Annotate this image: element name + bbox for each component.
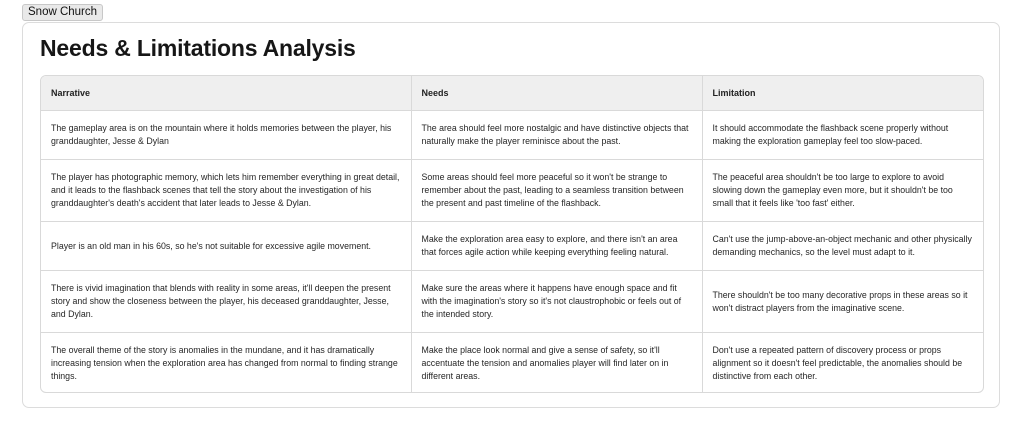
limitation-cell: Can't use the jump-above-an-object mechanic and other physically demanding mechanics, so the level must adapt to it. <box>702 222 983 271</box>
column-header-narrative: Narrative <box>41 76 411 111</box>
needs-cell: Some areas should feel more peaceful so it won't be strange to remember about the past, leading to a seamless transition between the present and past timeline of the flashback. <box>411 160 702 222</box>
narrative-cell: The overall theme of the story is anomalies in the mundane, and it has dramatically increasing tension when the exploration area has changed from normal to finding strange things. <box>41 333 411 394</box>
analysis-table <box>41 76 983 393</box>
narrative-cell: There is vivid imagination that blends with reality in some areas, it'll deepen the present story and show the closeness between the player, his deceased granddaughter, Jesse, and Dylan. <box>41 271 411 333</box>
needs-cell: The area should feel more nostalgic and have distinctive objects that naturally make the player reminisce about the past. <box>411 111 702 160</box>
column-header-limitation: Limitation <box>702 76 983 111</box>
project-tag: Snow Church <box>22 4 103 21</box>
limitation-cell: Don't use a repeated pattern of discovery process or props alignment so it doesn't feel predictable, the anomalies should be distinctive from each other. <box>712 345 963 381</box>
table-row <box>41 111 983 160</box>
page-title: Needs & Limitations Analysis <box>40 35 356 61</box>
limitation-cell: The peaceful area shouldn't be too large to explore to avoid slowing down the gameplay even more, but it shouldn't be too small that it feels like 'too fast' either. <box>702 160 983 222</box>
limitation-cell: It should accommodate the flashback scene properly without making the exploration gameplay feel too slow-paced. <box>702 111 983 160</box>
table-header-row <box>41 76 983 111</box>
table-row <box>41 222 983 271</box>
narrative-cell: Player is an old man in his 60s, so he's not suitable for excessive agile movement. <box>41 222 411 271</box>
narrative-cell: The player has photographic memory, which lets him remember everything in great detail, and it leads to the flashback scenes that tell the story about the investigation of his granddaughter's death's accident that later leads to Jesse & Dylan. <box>41 160 411 222</box>
needs-cell: Make sure the areas where it happens have enough space and fit with the imagination's story so it's not claustrophobic or feels out of the intended story. <box>411 271 702 333</box>
needs-cell: Make the exploration area easy to explore, and there isn't an area that forces agile action while keeping everything feeling natural. <box>411 222 702 271</box>
table-row <box>41 333 983 394</box>
analysis-table-container <box>40 75 984 393</box>
narrative-cell: The gameplay area is on the mountain where it holds memories between the player, his granddaughter, Jesse & Dylan <box>41 111 411 160</box>
column-header-needs: Needs <box>411 76 702 111</box>
table-row <box>41 271 983 333</box>
table-row <box>41 160 983 222</box>
limitation-cell: There shouldn't be too many decorative props in these areas so it won't distract players from the imaginative scene. <box>702 271 983 333</box>
analysis-card <box>22 22 1000 408</box>
needs-cell: Make the place look normal and give a sense of safety, so it'll accentuate the tension and anomalies player will find later on in different areas. <box>411 333 702 394</box>
